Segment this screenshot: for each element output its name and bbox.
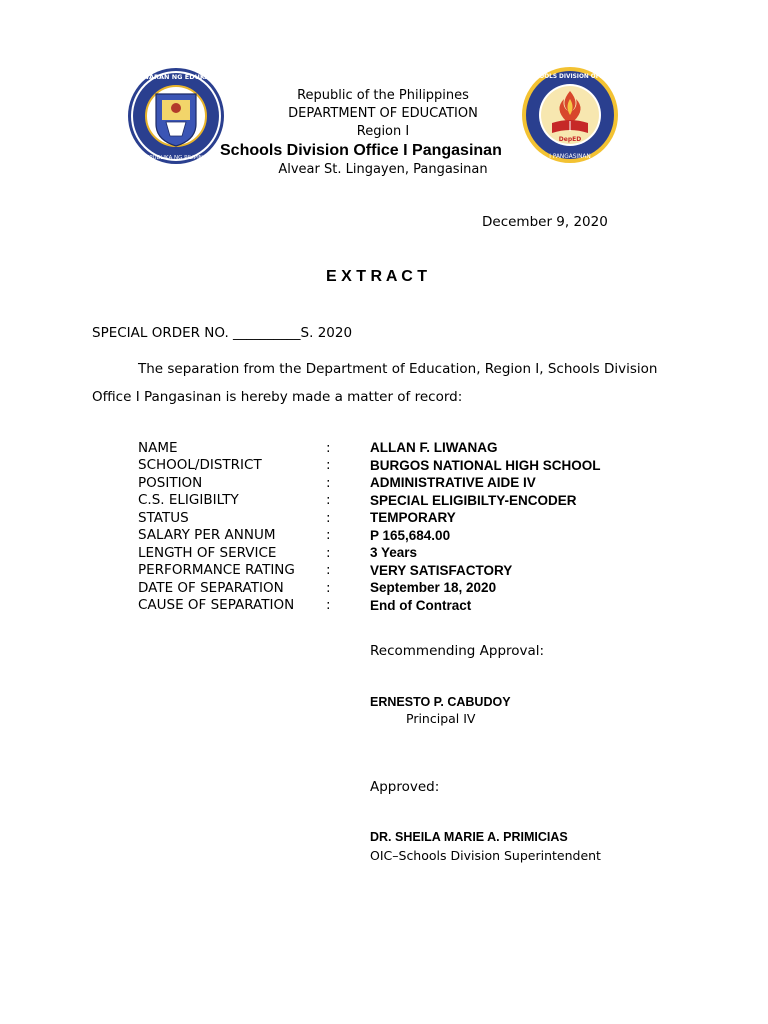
record-row-status [138,509,658,527]
svg-text:SCHOOLS DIVISION OFFICE: SCHOOLS DIVISION OFFICE [526,74,614,80]
record-row-eligibility [138,492,658,510]
document-date: December 9, 2020 [482,214,608,230]
record-separator: : [326,492,331,509]
record-separator: : [326,562,331,579]
record-row-salary [138,527,658,545]
body-line-1: The separation from the Department of Education, Region I, Schools Division [138,361,658,377]
record-value: TEMPORARY [370,510,456,526]
document-title: E X T R A C T [326,268,428,285]
record-value: 3 Years [370,545,418,561]
record-separator: : [326,527,331,544]
record-label: C.S. ELIGIBILTY [138,492,239,509]
header-department: DEPARTMENT OF EDUCATION [288,106,478,121]
record-label: POSITION [138,474,203,491]
record-label: CAUSE OF SEPARATION [138,597,295,614]
record-label: STATUS [138,509,189,526]
svg-text:REPUBLIKA NG PILIPINAS: REPUBLIKA NG PILIPINAS [141,155,211,161]
record-separator: : [326,509,331,526]
approved-label: Approved: [370,779,440,795]
record-value: VERY SATISFACTORY [370,562,513,578]
record-label: SCHOOL/DISTRICT [138,457,262,474]
body-line-2: Office I Pangasinan is hereby made a matter of record: [92,389,463,405]
record-row-school [138,457,658,475]
record-separator: : [326,544,331,561]
record-value: September 18, 2020 [370,580,497,596]
approving-signatory-title: OIC–Schools Division Superintendent [370,848,601,863]
record-label: NAME [138,439,178,456]
header-address: Alvear St. Lingayen, Pangasinan [278,162,488,177]
approving-signatory-name: DR. SHEILA MARIE A. PRIMICIAS [370,830,568,844]
record-row-date-of-separation [138,579,658,597]
deped-seal-logo [126,66,226,166]
record-label: SALARY PER ANNUM [138,527,276,544]
record-label: DATE OF SEPARATION [138,579,284,596]
header-office: Schools Division Office I Pangasinan [220,142,502,159]
record-value: ALLAN F. LIWANAG [370,440,498,456]
header-republic: Republic of the Philippines [297,88,469,103]
header-region: Region I [356,124,410,139]
record-row-position [138,474,658,492]
record-row-performance [138,562,658,580]
recommending-signatory-name: ERNESTO P. CABUDOY [370,695,511,709]
record-value: End of Contract [370,597,472,613]
record-value: BURGOS NATIONAL HIGH SCHOOL [370,457,601,473]
record-row-name [138,439,658,457]
record-value: ADMINISTRATIVE AIDE IV [370,475,536,491]
sdo-pangasinan-seal-logo [520,65,620,165]
recommending-approval-label: Recommending Approval: [370,643,545,659]
svg-text:DepED: DepED [558,136,582,143]
record-separator: : [326,597,331,614]
special-order-number: SPECIAL ORDER NO. __________S. 2020 [92,325,353,341]
record-value: P 165,684.00 [370,527,451,543]
record-row-cause-of-separation [138,597,658,615]
record-label: LENGTH OF SERVICE [138,544,277,561]
record-separator: : [326,474,331,491]
recommending-signatory-title: Principal IV [406,711,476,726]
svg-text:I PANGASINAN: I PANGASINAN [549,154,591,160]
record-separator: : [326,579,331,596]
record-separator: : [326,439,331,456]
record-separator: : [326,457,331,474]
record-row-length-of-service [138,544,658,562]
svg-text:KAGAWARAN NG EDUKASYON: KAGAWARAN NG EDUKASYON [126,73,226,81]
record-label: PERFORMANCE RATING [138,562,295,579]
separation-record-table [138,439,658,614]
record-value: SPECIAL ELIGIBILTY-ENCODER [370,492,577,508]
